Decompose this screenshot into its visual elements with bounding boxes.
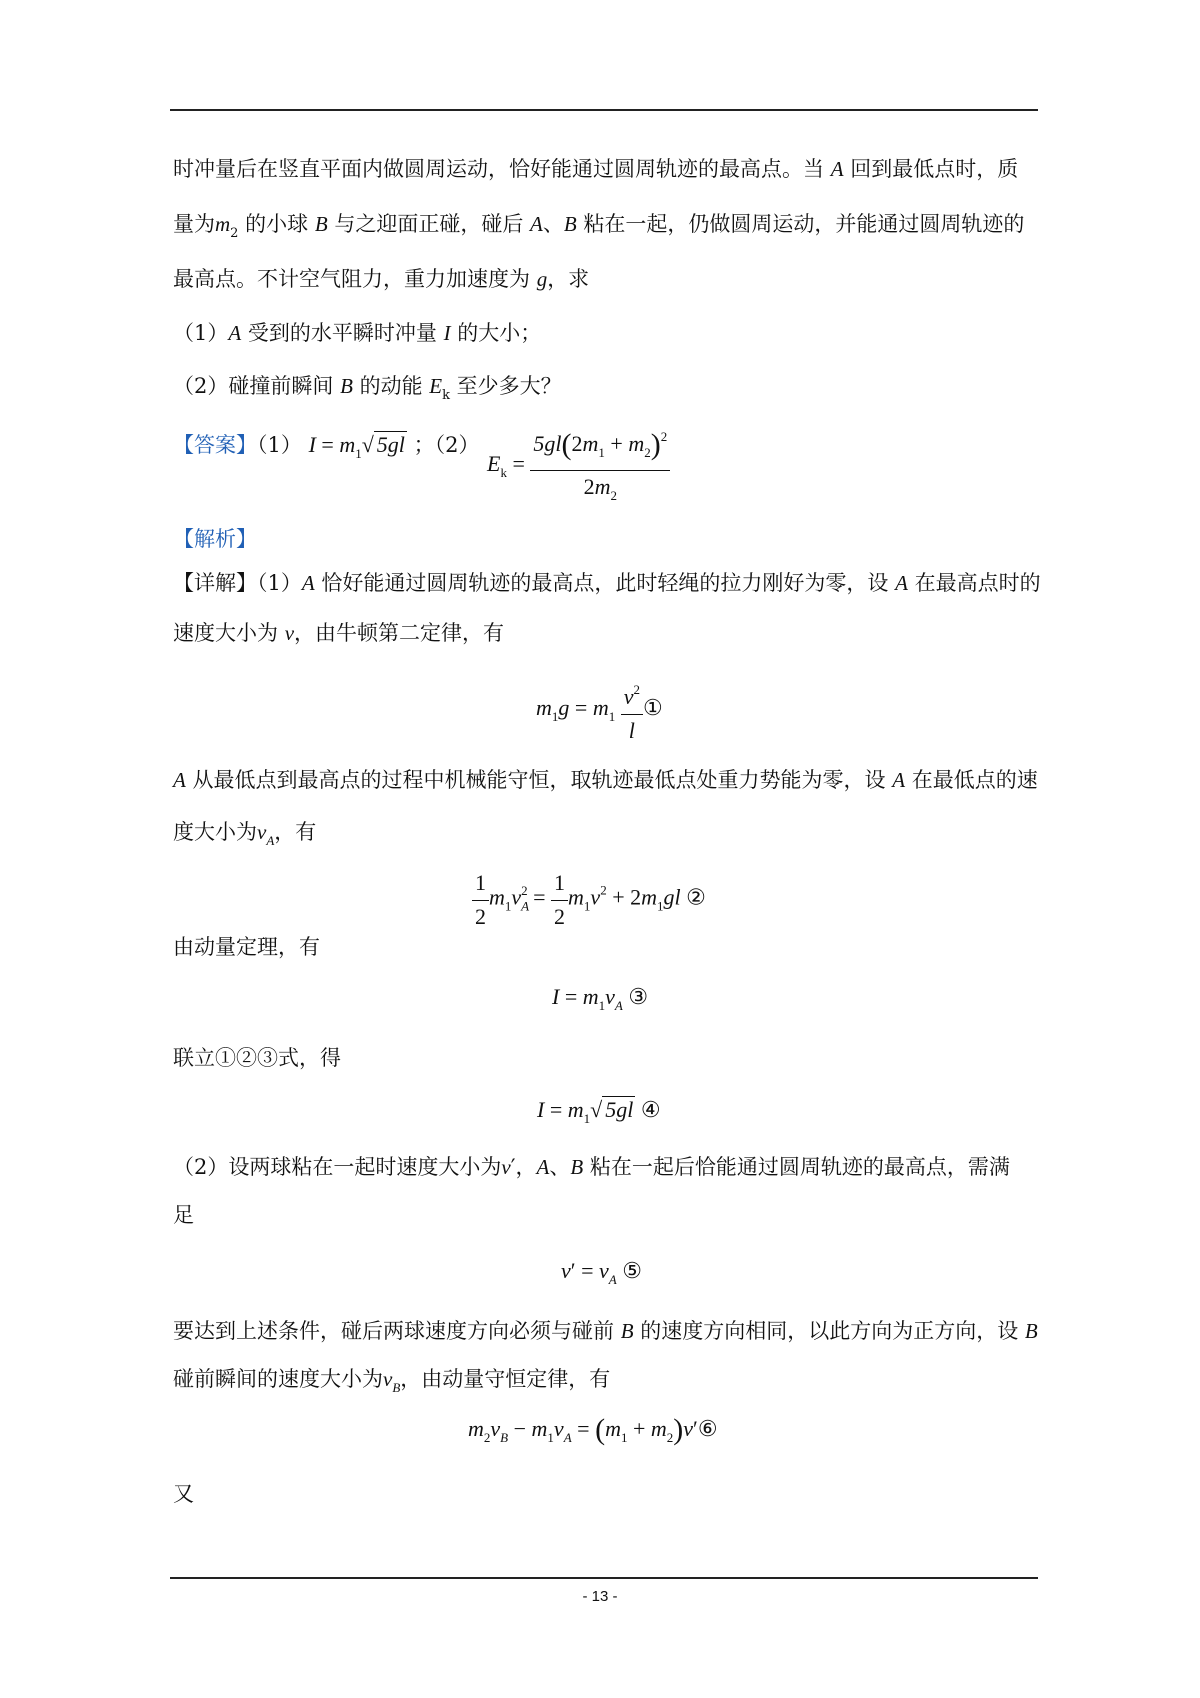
problem-line-3: 最高点。不计空气阻力，重力加速度为 g，求 [173,267,590,291]
detail-line-7: （2）设两球粘在一起时速度大小为v′，A、B 粘在一起后恰能通过圆周轨迹的最高点，需满 [173,1155,1010,1179]
equation-4: $I = m_1√$ 5gl ④ [537,1097,661,1126]
detail-line-4: 度大小为$v_A$，有 [173,820,317,848]
equation-6: $m_2v_B - m_1v_A = (m_1$ + $m_2)v'⑥$ [468,1413,718,1446]
equation-5: $v' = v_A$ ⑤ [561,1258,642,1287]
page-number: - 13 - [582,1588,618,1605]
answer-ek-formula: $E_k$ = $\frac{5gl(2m_1 + m_2)^2}{2m_2}$ [487,420,670,512]
header-rule [170,109,1038,111]
problem-line-2: 量为$m_2$ 的小球 B 与之迎面正碰，碰后 A、B 粘在一起，仍做圆周运动，并能通过圆周轨迹的 [173,212,1025,241]
detail-tag: 【详解】 [173,571,257,595]
footer-rule [170,1577,1038,1579]
detail-line-8: 足 [173,1203,194,1227]
answer-tag: 【答案】 [173,433,257,457]
equation-1: $m_1g = m_1$ $\frac{v^2}{l}$ ① [536,673,663,747]
equation-2: $\frac{1}{2}$ $m_1v_A^2$ = $\frac{1}{2}$ $m_1v^2 + 2m_1gl$ ② [472,866,706,933]
detail-line-6: 联立①②③式，得 [173,1046,341,1070]
problem-line-1: 时冲量后在竖直平面内做圆周运动，恰好能通过圆周轨迹的最高点。当 A 回到最低点时，质 [173,157,1019,181]
detail-line-1: 【详解】（1）A 恰好能通过圆周轨迹的最高点，此时轻绳的拉力刚好为零，设 A 在最高点时的 [173,571,1041,595]
detail-line-3: A 从最低点到最高点的过程中机械能守恒，取轨迹最低点处重力势能为零，设 A 在最低点的速 [173,768,1038,792]
detail-line-5: 由动量定理，有 [173,935,320,959]
answer-line: 【答案】（1） $I = m_1√$ 5gl ；（2） [173,432,480,461]
detail-line-9: 要达到上述条件，碰后两球速度方向必须与碰前 B 的速度方向相同，以此方向为正方向，设 B [173,1319,1038,1343]
detail-line-11: 又 [173,1482,194,1506]
analysis-tag-line [173,524,257,554]
detail-line-2: 速度大小为 v，由牛顿第二定律，有 [173,621,505,645]
analysis-tag: 【解析】 [173,527,257,551]
detail-line-10: 碰前瞬间的速度大小为$v_B$，由动量守恒定律，有 [173,1367,611,1395]
question-2: （2）碰撞前瞬间 B 的动能 $E_k$ 至少多大？ [173,374,562,403]
equation-3: $I = m_1v_A$ ③ [552,984,649,1013]
question-1: （1）A 受到的水平瞬时冲量 I 的大小； [173,321,542,345]
